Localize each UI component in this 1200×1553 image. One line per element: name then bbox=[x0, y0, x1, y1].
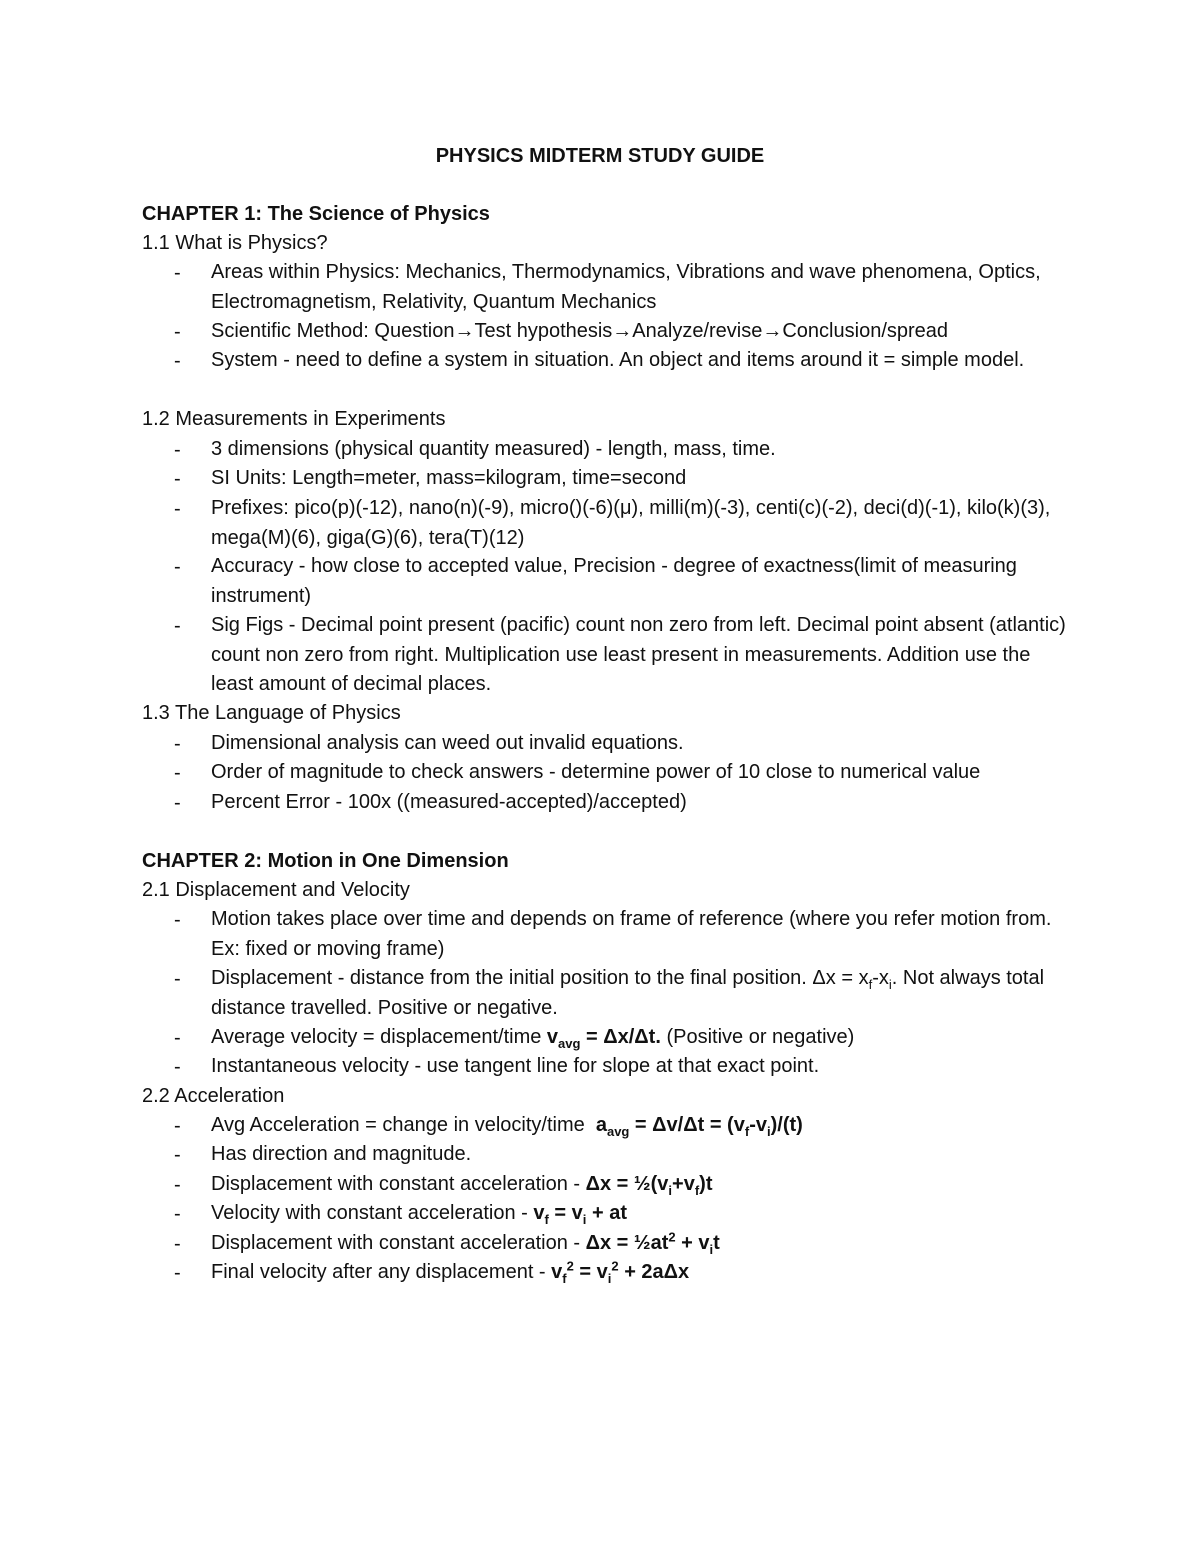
section-1-2-heading: 1.2 Measurements in Experiments bbox=[142, 408, 446, 430]
bullet-dash: - bbox=[174, 1144, 181, 1166]
bullet-dash: - bbox=[174, 350, 181, 372]
section-2-2-heading: 2.2 Acceleration bbox=[142, 1085, 285, 1107]
bullet-dash: - bbox=[174, 968, 181, 990]
bullet-order-of-magnitude: Order of magnitude to check answers - determine power of 10 close to numerical value bbox=[211, 761, 981, 783]
bullet-dash: - bbox=[174, 1174, 181, 1196]
bullet-dash: - bbox=[174, 1115, 181, 1137]
bullet-dash: - bbox=[174, 1262, 181, 1284]
bullet-dash: - bbox=[174, 439, 181, 461]
bullet-displacement: Displacement - distance from the initial position to the final position. $\Delta x = x_f-x_i$. Not always total distance travelled. Positive or negative. bbox=[211, 967, 1045, 1019]
bullet-direction-magnitude: Has direction and magnitude. bbox=[211, 1143, 472, 1165]
bullet-dash: - bbox=[174, 1056, 181, 1078]
bullet-si-units: SI Units: Length=meter, mass=kilogram, time=second bbox=[211, 467, 687, 489]
bullet-dash: - bbox=[174, 1027, 181, 1049]
bullet-dash: - bbox=[174, 498, 181, 520]
bullet-displacement-constant-accel-2: Displacement with constant acceleration - $\Delta x = \frac{1}{2}at^2 + v_it$ bbox=[211, 1229, 720, 1257]
bullet-system: System - need to define a system in situation. An object and items around it = simple model. bbox=[211, 349, 1025, 371]
bullet-displacement-constant-accel-1: Displacement with constant acceleration - $\Delta x = \frac{1}{2}(v_i+v_f)t$ bbox=[211, 1173, 713, 1198]
bullet-dash: - bbox=[174, 909, 181, 931]
bullet-percent-error: Percent Error - 100x ((measured-accepted)/accepted) bbox=[211, 791, 687, 813]
page-title: PHYSICS MIDTERM STUDY GUIDE bbox=[435, 145, 765, 167]
bullet-average-velocity: Average velocity = displacement/time $v_{avg} = \Delta x/\Delta t$. (Positive or negative) bbox=[211, 1026, 855, 1051]
bullet-dash: - bbox=[174, 733, 181, 755]
bullet-sig-figs: Sig Figs - Decimal point present (pacific) count non zero from left. Decimal point absent (atlantic) count non zero from right. Multiplication use least present in measurements. Addition use the least amount of decimal places. bbox=[211, 614, 1066, 696]
bullet-scientific-method: Scientific Method: Question→Test hypothesis→Analyze/revise→Conclusion/spread bbox=[211, 320, 949, 342]
bullet-dash: - bbox=[174, 1233, 181, 1255]
bullet-instantaneous-velocity: Instantaneous velocity - use tangent line for slope at that exact point. bbox=[211, 1055, 820, 1077]
bullet-areas-within-physics: Areas within Physics: Mechanics, Thermodynamics, Vibrations and wave phenomena, Optics, Electromagnetism, Relativity, Quantum Mechanics bbox=[211, 261, 1041, 313]
section-2-1-heading: 2.1 Displacement and Velocity bbox=[142, 879, 410, 901]
bullet-dash: - bbox=[174, 262, 181, 284]
section-1-1-heading: 1.1 What is Physics? bbox=[142, 232, 328, 254]
bullet-dimensions: 3 dimensions (physical quantity measured) - length, mass, time. bbox=[211, 438, 776, 460]
bullet-velocity-constant-accel: Velocity with constant acceleration - $v_f = v_i$ + at bbox=[211, 1202, 627, 1227]
bullet-accuracy-precision: Accuracy - how close to accepted value, Precision - degree of exactness(limit of measuring instrument) bbox=[211, 555, 1017, 607]
bullet-dash: - bbox=[174, 468, 181, 490]
bullet-dash: - bbox=[174, 792, 181, 814]
bullet-dash: - bbox=[174, 615, 181, 637]
bullet-dash: - bbox=[174, 762, 181, 784]
chapter-2-heading: CHAPTER 2: Motion in One Dimension bbox=[142, 850, 509, 872]
bullet-prefixes: Prefixes: pico(p)(-12), nano(n)(-9), micro()(-6)(μ), milli(m)(-3), centi(c)(-2), deci(d)(-1), kilo(k)(3), mega(M)(6), giga(G)(6), tera(T)(12) bbox=[211, 497, 1051, 549]
bullet-avg-acceleration: Avg Acceleration = change in velocity/time $a_{avg} = \Delta v/\Delta t = (v_f-v_i)/(t)$ bbox=[211, 1114, 803, 1139]
bullet-final-velocity: Final velocity after any displacement - $v_f^2 = v_i^2 + 2a\Delta x$ bbox=[211, 1258, 690, 1286]
bullet-dash: - bbox=[174, 556, 181, 578]
bullet-dash: - bbox=[174, 321, 181, 343]
bullet-dash: - bbox=[174, 1203, 181, 1225]
chapter-1-heading: CHAPTER 1: The Science of Physics bbox=[142, 203, 490, 225]
bullet-frame-of-reference: Motion takes place over time and depends on frame of reference (where you refer motion from. Ex: fixed or moving frame) bbox=[211, 908, 1052, 960]
bullet-dimensional-analysis: Dimensional analysis can weed out invalid equations. bbox=[211, 732, 684, 754]
section-1-3-heading: 1.3 The Language of Physics bbox=[142, 702, 401, 724]
